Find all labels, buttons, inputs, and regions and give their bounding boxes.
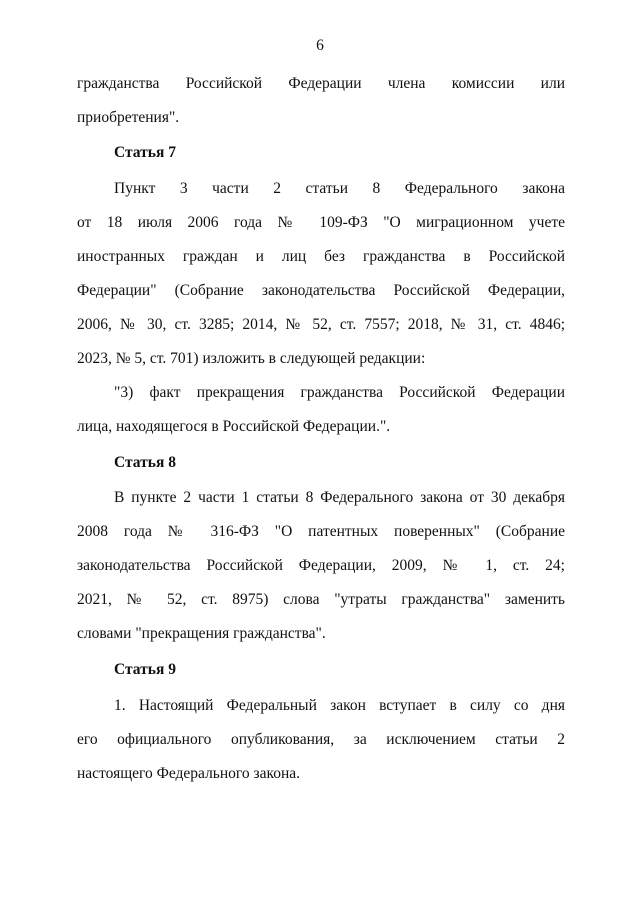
text-line: 2023, № 5, ст. 701) изложить в следующей редакции: <box>77 350 426 367</box>
article-heading: Статья 7 <box>114 144 176 161</box>
page-number: 6 <box>316 37 324 54</box>
text-line: 1. Настоящий Федеральный закон вступает в силу со дня <box>114 697 565 714</box>
text-line: иностранных граждан и лиц без гражданства в Российской <box>77 248 565 265</box>
text-line: приобретения". <box>77 109 180 126</box>
text-line: словами "прекращения гражданства". <box>77 625 326 642</box>
article-heading: Статья 9 <box>114 661 176 678</box>
text-line: его официального опубликования, за исключением статьи 2 <box>77 731 565 748</box>
text-line: настоящего Федерального закона. <box>77 765 301 782</box>
text-line: "3) факт прекращения гражданства Российской Федерации <box>114 384 565 401</box>
text-line: законодательства Российской Федерации, 2009, № 1, ст. 24; <box>77 557 565 574</box>
text-line: гражданства Российской Федерации члена комиссии или <box>77 75 565 92</box>
text-line: В пункте 2 части 1 статьи 8 Федерального закона от 30 декабря <box>114 489 565 506</box>
text-line: 2008 года № 316-ФЗ "О патентных поверенных" (Собрание <box>77 523 565 540</box>
text-line: 2021, № 52, ст. 8975) слова "утраты гражданства" заменить <box>77 591 565 608</box>
text-line: лица, находящегося в Российской Федерации.". <box>77 418 391 435</box>
text-line: Федерации" (Собрание законодательства Российской Федерации, <box>77 282 565 299</box>
text-line: 2006, № 30, ст. 3285; 2014, № 52, ст. 7557; 2018, № 31, ст. 4846; <box>77 316 565 333</box>
text-line: от 18 июля 2006 года № 109-ФЗ "О миграционном учете <box>77 214 565 231</box>
text-line: Пункт 3 части 2 статьи 8 Федерального закона <box>114 180 565 197</box>
article-heading: Статья 8 <box>114 454 176 471</box>
